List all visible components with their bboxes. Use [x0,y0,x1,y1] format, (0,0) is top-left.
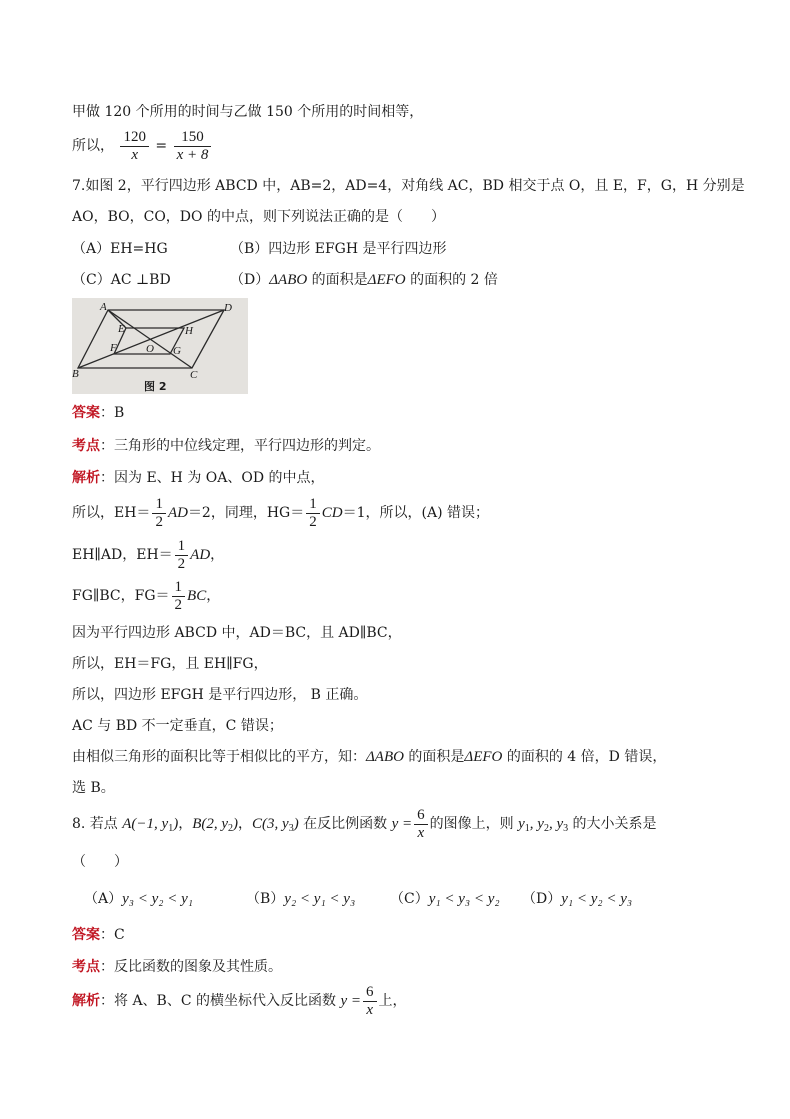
fraction [414,807,428,842]
variable: BC [187,588,207,604]
q8-point-line [72,957,282,977]
function-lhs: y = [391,816,413,832]
figure-parallelogram [72,298,248,394]
point-value: ：反比函数的图象及其性质。 [100,959,282,975]
answer-value: ：B [100,405,125,421]
point-c [252,816,299,832]
text: 由相似三角形的面积比等于相似比的平方，知： [72,749,366,765]
subscript: 2 [543,823,549,834]
q8-option-d [522,888,632,908]
question-7-line-1: 7.如图 2，平行四边形 ABCD 中，AB=2，AD=4，对角线 AC，BD 相交于点 O，且 E，F，G，H 分别是 [72,178,745,194]
variable: CD [321,505,343,521]
q7-step-4: 因为平行四边形 ABCD 中，AD＝BC，且 AD∥BC， [72,625,402,641]
text: ＝2，同理，HG＝ [187,505,305,521]
analysis-label: 解析 [72,470,100,486]
point-b-text: B(2, y [192,816,229,832]
text: 上， [378,993,407,1009]
text-line: 甲做 120 个所用的时间与乙做 150 个所用的时间相等， [72,104,424,120]
var: y [518,816,525,832]
fraction-denominator: x [417,824,425,841]
text: 8. 若点 [72,816,123,832]
fraction-numerator: 150 [174,129,212,147]
label-o: O [146,343,154,355]
answer-label: 答案 [72,927,100,943]
subscript: 3 [563,823,569,834]
text: ＝1，所以，(A) 错误； [342,505,489,521]
text: 的面积是 [403,749,465,765]
option-value: y₃ < y₂ < y₁ [122,891,193,907]
fraction-numerator: 120 [120,129,149,147]
fraction [306,496,320,531]
parallelogram-diagram [72,298,248,394]
text: 所以，EH＝ [72,505,151,521]
q7-step-9: 选 B。 [72,780,115,796]
text: 的面积是 [307,272,368,288]
paren: ) [233,816,239,832]
paren: ) [293,816,299,832]
fraction-numerator: 1 [172,579,186,597]
text: 在反比例函数 [298,816,392,832]
label-c: C [190,369,198,381]
text: 的面积的 4 倍，D 错误， [502,749,667,765]
option-value: y₂ < y₁ < y₃ [284,891,356,907]
q7-step-3 [72,577,220,615]
text: ：将 A、B、C 的横坐标代入反比函数 [100,993,341,1009]
figure-caption: 图 2 [144,380,167,393]
answer-value: ：C [100,927,125,943]
analysis-value: ：因为 E、H 为 OA、OD 的中点， [100,470,325,486]
label-a: A [100,301,107,313]
analysis-label: 解析 [72,993,100,1009]
paren: ) [173,816,179,832]
q7-point-line [72,436,380,456]
variable: AD [190,547,211,563]
fraction [174,129,212,164]
point-a [122,816,178,832]
subscript: 1 [524,823,530,834]
q7-option-a: （A）EH=HG [72,241,168,257]
text: EH∥AD，EH＝ [72,547,173,563]
q7-step-7: AC 与 BD 不一定垂直，C 错误； [72,718,283,734]
fraction-denominator: 2 [177,555,186,572]
triangle-efo: ΔEFO [464,749,503,765]
text: FG∥BC，FG＝ [72,588,170,604]
q7-option-b: （B）四边形 EFGH 是平行四边形 [230,241,447,257]
text: 的面积的 2 倍 [405,272,498,288]
text-prefix: 所以， [72,138,114,154]
equals-sign: = [155,138,168,154]
q8-analysis-line [72,982,407,1020]
point-b [192,816,238,832]
fraction-numerator: 1 [175,538,189,556]
fraction-numerator: 1 [306,496,320,514]
q7-step-2 [72,536,224,574]
question-7-line-2: AO，BO，CO，DO 的中点，则下列说法正确的是（ ） [72,209,445,225]
q8-option-a [84,888,193,908]
q7-answer-line [72,403,124,423]
separator: ， [178,816,193,832]
fraction [172,579,186,614]
option-label: （D） [522,891,562,907]
point-c-text: C(3, y [252,816,289,832]
fraction [120,129,149,164]
fraction [152,496,166,531]
var: y [537,816,544,832]
fraction-denominator: 2 [309,513,317,530]
fraction [175,538,189,573]
separator: ， [238,816,253,832]
fraction [363,984,377,1019]
option-label: （B） [246,891,285,907]
q8-option-c [390,888,500,908]
option-value: y₁ < y₃ < y₂ [428,891,500,907]
text: ， [206,588,221,604]
label-g: G [173,345,181,357]
subscript: 2 [228,823,234,834]
answer-label: 答案 [72,405,100,421]
fraction-numerator: 6 [414,807,428,825]
q7-option-c: （C）AC ⊥BD [72,272,171,288]
equation-line [72,128,213,164]
text: 的大小关系是 [568,816,657,832]
fraction-numerator: 1 [152,496,166,514]
text: 的图像上，则 [429,816,519,832]
subscript: 1 [168,823,174,834]
option-label: （D） [230,272,270,288]
variable: AD [167,505,188,521]
option-label: （C） [390,891,429,907]
triangle-abo: ΔABO [366,749,404,765]
point-value: ：三角形的中位线定理，平行四边形的判定。 [100,438,380,454]
variables: $y_1$, $y_2$, $y_3$ [518,816,569,834]
q8-answer-line [72,925,125,945]
label-b: B [72,368,79,380]
q7-step-6: 所以，四边形 EFGH 是平行四边形， B 正确。 [72,687,368,703]
q7-step-5: 所以，EH＝FG，且 EH∥FG， [72,656,268,672]
q7-step-1 [72,494,489,532]
fraction-denominator: x [131,146,139,163]
q8-option-b [246,888,355,908]
label-h: H [185,325,193,337]
triangle-abo: ΔABO [269,272,308,288]
q7-step-8 [72,747,666,767]
label-d: D [224,302,232,314]
fraction-denominator: x [366,1001,374,1018]
option-label: （A） [84,891,123,907]
subscript: 3 [288,823,294,834]
point-a-text: A(−1, y [122,816,169,832]
point-label: 考点 [72,438,100,454]
var: y [556,816,564,832]
fraction-numerator: 6 [363,984,377,1002]
question-8-line-1 [72,806,657,847]
fraction-denominator: 2 [155,513,163,530]
label-e: E [118,323,125,335]
q7-option-d [230,269,498,289]
function-lhs: y = [340,993,361,1009]
option-value: y₁ < y₂ < y₃ [561,891,633,907]
question-8-line-2: （ ） [72,854,128,870]
point-label: 考点 [72,959,100,975]
triangle-efo: ΔEFO [367,272,406,288]
text: ， [210,547,225,563]
label-f: F [110,342,117,354]
q7-analysis-line [72,468,325,488]
fraction-denominator: 2 [174,596,183,613]
fraction-denominator: x + 8 [176,146,209,163]
